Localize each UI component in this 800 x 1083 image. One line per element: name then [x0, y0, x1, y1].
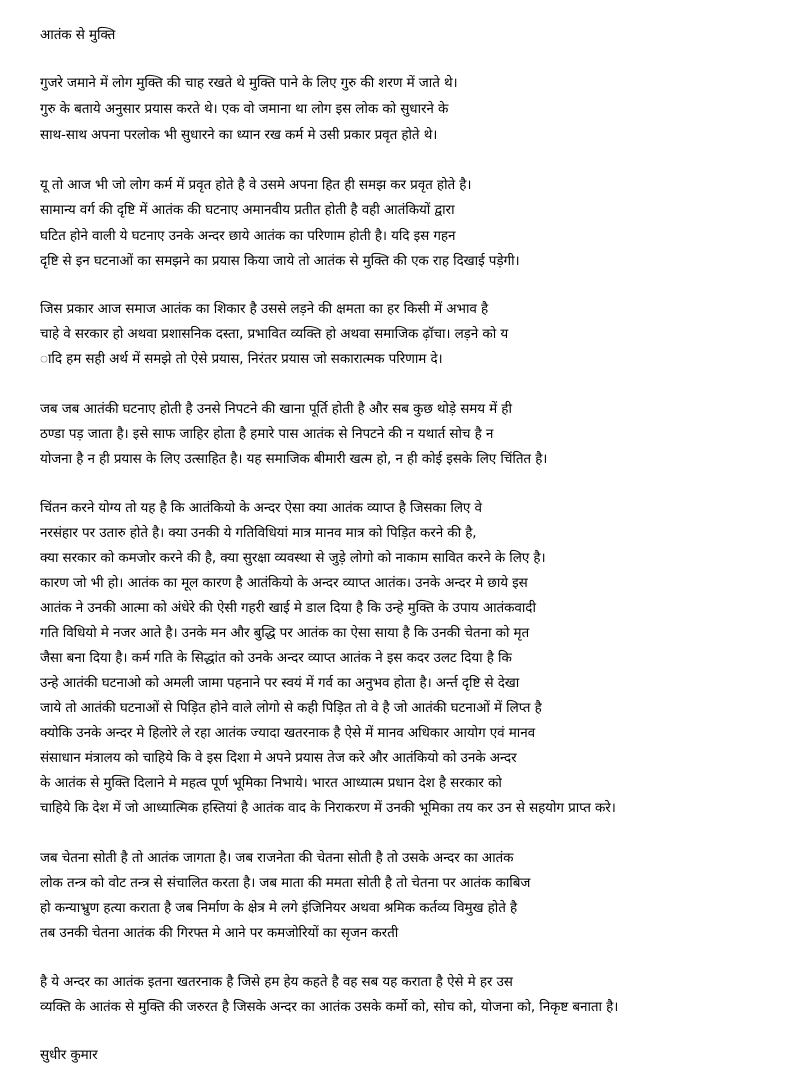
paragraph-line: आतंक ने उनकी आत्मा को अंधेरे की ऐसी गहरी खाई मे डाल दिया है कि उन्हे मुक्ति के उपाय आतंकवादी — [40, 600, 536, 616]
paragraph-line: गति विधियो मे नजर आते है। उनके मन और बुद्धि पर आतंक का ऐसा साया है कि उनकी चेतना को मृत — [40, 625, 530, 641]
paragraph-line: जाये तो आतंकी घटनाओं से पिड़ित होने वाले लोगो से कही पिड़ित तो वे है जो आतंकी घटनाओं में लिप्त है — [40, 700, 542, 716]
paragraph-line: चाहिये कि देश में जो आध्यात्मिक हस्तियां है आतंक वाद के निराकरण में उनकी भूमिका तय कर उन से सहयोग प्राप्त करे। — [40, 800, 616, 816]
paragraph-line: घटित होने वाली ये घटनाए उनके अन्दर छाये आतंक का परिणाम होती है। यदि इस गहन — [40, 228, 456, 244]
paragraph-line: लोक तन्त्र को वोट तन्त्र से संचालित करता है। जब माता की ममता सोती है तो चेतना पर आतंक काबिज — [40, 875, 531, 891]
paragraph-line: संसाधान मंत्रालय को चाहिये कि वे इस दिशा मे अपने प्रयास तेज करे और आतंकियो को उनके अन्दर — [40, 750, 517, 766]
paragraph-line: योजना है न ही प्रयास के लिए उत्साहित है। यह समाजिक बीमारी खत्म हो, न ही कोई इसके लिए चिंतित है। — [40, 451, 548, 467]
paragraph-line: गुरु के बताये अनुसार प्रयास करते थे। एक वो जमाना था लोग इस लोक को सुधारने के — [40, 101, 449, 117]
paragraph-line: सामान्य वर्ग की दृष्टि में आतंक की घटनाए अमानवीय प्रतीत होती है वही आतंकियों द्वारा — [40, 202, 455, 218]
paragraph-line: जैसा बना दिया है। कर्म गति के सिद्धांत को उनके अन्दर व्याप्त आतंक ने इस कदर उलट दिया है कि — [40, 650, 512, 666]
paragraph-line: उन्हे आतंकी घटनाओ को अमली जामा पहनाने पर स्वयं में गर्व का अनुभव होता है। अर्न्त दृष्टि से देखा — [40, 675, 520, 691]
paragraph-line: कारण जो भी हो। आतंक का मूल कारण है आतंकियो के अन्दर व्याप्त आतंक। उनके अन्दर मे छाये इस — [40, 575, 528, 591]
paragraph-line: यू तो आज भी जो लोग कर्म में प्रवृत होते है वे उसमे अपना हित ही समझ कर प्रवृत होते है। — [40, 177, 472, 193]
paragraph-line: तब उनकी चेतना आतंक की गिरफ्त मे आने पर कमजोरियों का सृजन करती — [40, 925, 399, 941]
paragraph-line: चाहे वे सरकार हो अथवा प्रशासनिक दस्ता, प्रभावित व्यक्ति हो अथवा समाजिक ढ़ॉचा। लड़ने को य — [40, 326, 509, 342]
paragraph-line: नरसंहार पर उतारु होते है। क्या उनकी ये गतिविधियां मात्र मानव मात्र को पिड़ित करने की है, — [40, 525, 477, 541]
paragraph-line: के आतंक से मुक्ति दिलाने मे महत्व पूर्ण भूमिका निभाये। भारत आध्यात्म प्रधान देश है सरकार को — [40, 775, 502, 791]
paragraph-line: साथ-साथ अपना परलोक भी सुधारने का ध्यान रख कर्म मे उसी प्रकार प्रवृत होते थे। — [40, 127, 438, 143]
document-title: आतंक से मुक्ति — [40, 27, 116, 43]
paragraph-line: जब चेतना सोती है तो आतंक जागता है। जब राजनेता की चेतना सोती है तो उसके अन्दर का आतंक — [40, 850, 514, 866]
paragraph-line: ठण्डा पड़ जाता है। इसे साफ जाहिर होता है हमारे पास आतंक से निपटने की न यथार्त सोच है न — [40, 426, 494, 442]
paragraph-line: गुजरे जमाने में लोग मुक्ति की चाह रखते थे मुक्ति पाने के लिए गुरु की शरण में जाते थे। — [40, 75, 458, 91]
paragraph-line: जब जब आतंकी घटनाए होती है उनसे निपटने की खाना पूर्ति होती है और सब कुछ थोड़े समय में ही — [40, 401, 512, 417]
paragraph-line: जिस प्रकार आज समाज आतंक का शिकार है उससे लड़ने की क्षमता का हर किसी में अभाव है — [40, 301, 489, 317]
paragraph-line: हो कन्याभ्रुण हत्या कराता है जब निर्माण के क्षेत्र मे लगे इंजिनियर अथवा श्रमिक कर्तव्य विमुख होते है — [40, 900, 518, 916]
author-signature: सुधीर कुमार — [40, 1047, 98, 1063]
paragraph-line: दृष्टि से इन घटनाओं का समझने का प्रयास किया जाये तो आतंक से मुक्ति की एक राह दिखाई पड़ेगी। — [40, 253, 520, 269]
paragraph-line: क्या सरकार को कमजोर करने की है, क्या सुरक्षा व्यवस्था से जुड़े लोगो को नाकाम सावित करने के लिए है। — [40, 550, 546, 566]
paragraph-line: चिंतन करने योग्य तो यह है कि आतंकियो के अन्दर ऐसा क्या आतंक व्याप्त है जिसका लिए वे — [40, 500, 482, 516]
paragraph-line: ादि हम सही अर्थ में समझे तो ऐसे प्रयास, निरंतर प्रयास जो सकारात्मक परिणाम दे। — [40, 351, 443, 367]
paragraph-line: क्योकि उनके अन्दर मे हिलोरे ले रहा आतंक ज्यादा खतरनाक है ऐसे में मानव अधिकार आयोग एवं मानव — [40, 725, 536, 741]
paragraph-line: है ये अन्दर का आतंक इतना खतरनाक है जिसे हम हेय कहते है वह सब यह कराता है ऐसे मे हर उस — [40, 974, 513, 990]
paragraph-line: व्यक्ति के आतंक से मुक्ति की जरुरत है जिसके अन्दर का आतंक उसके कर्मो को, सोच को, योजना को, निकृष्ट बनाता है। — [40, 999, 619, 1015]
